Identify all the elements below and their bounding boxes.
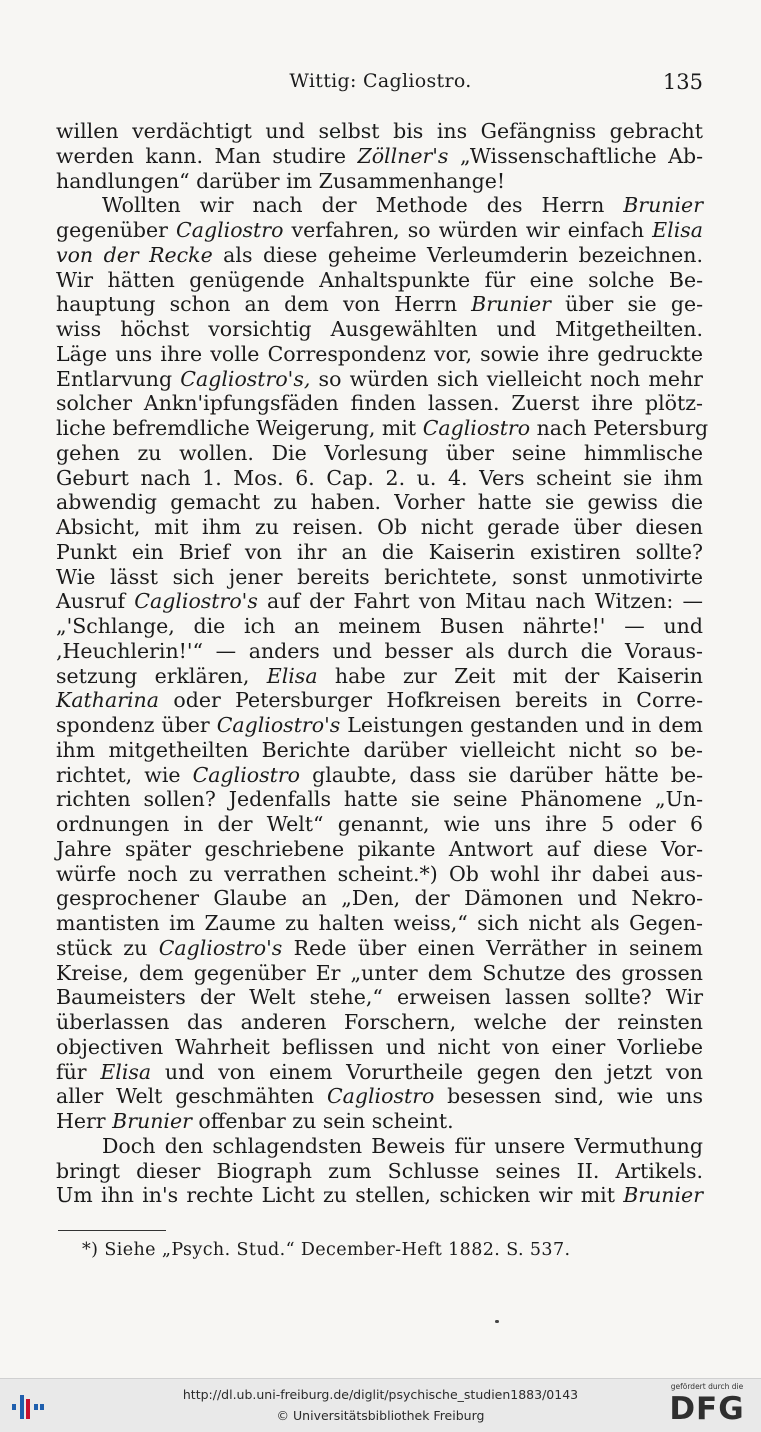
italic-name: Cagliostro's: [158, 935, 283, 960]
text-run: Doch den schlagendsten Beweis für unsere Vermuthung: [102, 1133, 703, 1158]
text-line: [56, 936, 703, 961]
text-run: gesprochener Glaube an „Den, der Dämonen und Nekro-: [56, 886, 703, 911]
text-run: stück zu: [56, 935, 159, 960]
text-line: [56, 490, 703, 515]
text-line: [56, 292, 703, 317]
text-run: Punkt ein Brief von ihr an die Kaiserin existiren sollte?: [56, 539, 703, 564]
text-line: [56, 466, 703, 491]
italic-name: Brunier: [471, 292, 551, 317]
text-run: für: [56, 1059, 101, 1084]
body-text: [56, 119, 709, 1208]
page-number: 135: [662, 70, 703, 94]
text-line: [56, 441, 703, 466]
text-run: objectiven Wahrheit beflissen und nicht von einer Vorliebe: [56, 1034, 703, 1059]
text-run: Kreise, dem gegenüber Er „unter dem Schutze des grossen: [56, 960, 703, 985]
text-run: Wollten wir nach der Methode des Herrn: [102, 193, 624, 218]
text-run: habe zur Zeit mit der Kaiserin: [317, 663, 703, 688]
text-run: Entlarvung: [56, 366, 181, 391]
italic-name: Cagliostro's,: [180, 366, 311, 391]
text-line: [56, 862, 703, 887]
text-run: setzung erklären,: [56, 663, 267, 688]
italic-name: Cagliostro's: [134, 589, 258, 614]
text-run: hauptung schon an dem von Herrn: [56, 292, 472, 317]
text-run: wiss höchst vorsichtig Ausgewählten und Mitgetheilten.: [56, 317, 703, 341]
text-run: richten sollen? Jedenfalls hatte sie seine Phänomene „Un-: [56, 787, 703, 812]
text-line: [56, 1084, 703, 1109]
text-run: liche befremdliche Weigerung, mit: [56, 416, 423, 440]
text-run: ihm mitgetheilten Berichte darüber vielleicht nicht so be-: [56, 737, 703, 762]
text-line: [56, 812, 703, 837]
text-line: [56, 763, 703, 788]
text-line: [56, 193, 703, 218]
text-run: bringt dieser Biograph zum Schlusse seines II. Artikels.: [56, 1158, 703, 1183]
italic-name: Cagliostro: [422, 416, 531, 440]
text-run: Läge uns ihre volle Correspondenz vor, sowie ihre gedruckte: [56, 341, 703, 366]
text-run: solcher Ankn'ipfungsfäden finden lassen. Zuerst ihre plötz-: [56, 391, 703, 416]
text-run: als diese geheime Verleumderin bezeichnen.: [212, 242, 703, 267]
text-run: auf der Fahrt von Mitau nach Witzen: —: [257, 589, 704, 614]
text-run: oder Petersburger Hofkreisen bereits in Corre-: [158, 688, 703, 713]
text-line: [56, 837, 703, 862]
page-header: [58, 70, 703, 96]
italic-name: Cagliostro: [192, 762, 301, 787]
text-line: [56, 1134, 703, 1159]
text-line: [56, 738, 703, 763]
text-line: [56, 1035, 703, 1060]
text-line: [56, 169, 703, 194]
text-line: [56, 268, 703, 293]
text-line: [56, 1109, 703, 1134]
text-line: [56, 688, 703, 713]
text-line: [56, 1060, 703, 1085]
text-line: [56, 540, 703, 565]
text-line: [56, 911, 703, 936]
italic-name: Brunier: [112, 1109, 192, 1133]
text-run: Geburt nach 1. Mos. 6. Cap. 2. u. 4. Vers scheint sie ihm: [56, 465, 703, 490]
italic-name: Elisa: [100, 1059, 152, 1084]
text-run: Wir hätten genügende Anhaltspunkte für eine solche Be-: [56, 267, 703, 292]
text-line: [56, 218, 703, 243]
text-run: über sie ge-: [550, 292, 704, 317]
text-run: Rede über einen Verräther in seinem: [282, 935, 703, 960]
italic-name: Zöllner's: [357, 143, 449, 168]
scan-speck: [495, 1320, 499, 1323]
text-run: Herr: [56, 1109, 113, 1133]
text-run: glaubte, dass sie darüber hätte be-: [300, 762, 703, 787]
text-line: [56, 367, 703, 392]
text-line: [56, 664, 703, 689]
text-run: abwendig gemacht zu haben. Vorher hatte sie gewiss die: [56, 490, 703, 515]
footnote: *) Siehe „Psych. Stud.“ December-Heft 1882. S. 537.: [82, 1240, 571, 1260]
text-line: [56, 886, 703, 911]
text-run: Leistungen gestanden und in dem: [340, 713, 703, 737]
text-run: aller Welt geschmähten: [56, 1084, 327, 1109]
text-line: [56, 639, 703, 664]
text-line: [56, 144, 703, 169]
dfg-logo: [661, 1382, 753, 1428]
text-line: [56, 1159, 703, 1184]
text-line: [56, 1010, 703, 1035]
italic-name: von der Recke: [56, 242, 213, 267]
text-line: [56, 342, 703, 367]
italic-name: Brunier: [623, 1183, 703, 1208]
text-run: überlassen das anderen Forschern, welche der reinsten: [56, 1010, 703, 1034]
text-run: und von einem Vorurtheile gegen den jetzt von: [151, 1059, 704, 1084]
text-run: gegenüber: [56, 218, 177, 242]
text-run: Um ihn in's rechte Licht zu stellen, schicken wir mit: [56, 1183, 624, 1208]
text-run: ordnungen in der Welt“ genannt, wie uns ihre 5 oder 6: [56, 812, 703, 836]
text-run: verfahren, so würden wir einfach: [283, 218, 653, 242]
italic-name: Cagliostro's: [216, 713, 341, 737]
text-line: [56, 787, 703, 812]
text-run: Baumeisters der Welt stehe,“ erweisen lassen sollte? Wir: [56, 985, 703, 1010]
text-run: nach Petersburg: [530, 416, 709, 440]
text-line: [56, 391, 703, 416]
dfg-funder-note: gefördert durch die: [670, 1382, 744, 1391]
text-run: Wie lässt sich jener bereits berichtete, sonst unmotivirte: [56, 564, 703, 589]
text-run: werden kann. Man studire: [56, 143, 358, 168]
copyright-notice: © Universitätsbibliothek Freiburg: [276, 1408, 485, 1423]
text-line: [56, 119, 703, 144]
italic-name: Brunier: [623, 193, 703, 218]
italic-name: Elisa: [652, 218, 703, 242]
dfg-logo-text: DFG: [669, 1391, 745, 1427]
italic-name: Cagliostro: [176, 218, 284, 242]
text-line: [56, 1183, 703, 1208]
italic-name: Katharina: [56, 688, 159, 713]
text-run: würfe noch zu verrathen scheint.*) Ob wohl ihr dabei aus-: [56, 861, 703, 886]
text-line: [56, 961, 703, 986]
italic-name: Cagliostro: [326, 1084, 435, 1109]
text-line: [56, 515, 703, 540]
text-run: Absicht, mit ihm zu reisen. Ob nicht gerade über diesen: [56, 515, 703, 539]
text-line: [56, 416, 709, 441]
text-line: [56, 614, 703, 639]
italic-name: Elisa: [266, 663, 318, 688]
text-line: [56, 243, 703, 268]
text-line: [56, 713, 703, 738]
text-line: [56, 589, 703, 614]
text-line: [56, 985, 703, 1010]
text-run: offenbar zu sein scheint.: [191, 1109, 454, 1133]
text-run: „'Schlange, die ich an meinem Busen nährte!' — und: [56, 614, 703, 638]
permalink-url[interactable]: http://dl.ub.uni-freiburg.de/diglit/psychische_studien1883/0143: [182, 1387, 579, 1402]
viewer-footer: [0, 1378, 761, 1432]
text-run: richtet, wie: [56, 762, 193, 787]
text-run: Jahre später geschriebene pikante Antwort auf diese Vor-: [56, 836, 703, 861]
text-run: so würden sich vielleicht noch mehr: [310, 366, 703, 391]
text-line: [56, 565, 703, 590]
running-head: Wittig: Cagliostro.: [289, 70, 472, 92]
text-run: mantisten im Zaume zu halten weiss,“ sich nicht als Gegen-: [56, 911, 703, 935]
text-line: [56, 317, 703, 342]
text-run: besessen sind, wie uns: [434, 1084, 703, 1109]
text-run: ‚Heuchlerin!'“ — anders und besser als durch die Voraus-: [56, 638, 703, 663]
footnote-rule: [58, 1230, 166, 1231]
text-run: Ausruf: [56, 589, 135, 614]
text-run: „Wissenschaftliche Ab-: [448, 143, 703, 168]
text-run: handlungen“ darüber im Zusammenhange!: [56, 168, 506, 193]
text-run: willen verdächtigt und selbst bis ins Gefängniss gebracht: [56, 119, 703, 143]
text-run: gehen zu wollen. Die Vorlesung über seine himmlische: [56, 440, 703, 465]
text-run: spondenz über: [56, 713, 217, 737]
